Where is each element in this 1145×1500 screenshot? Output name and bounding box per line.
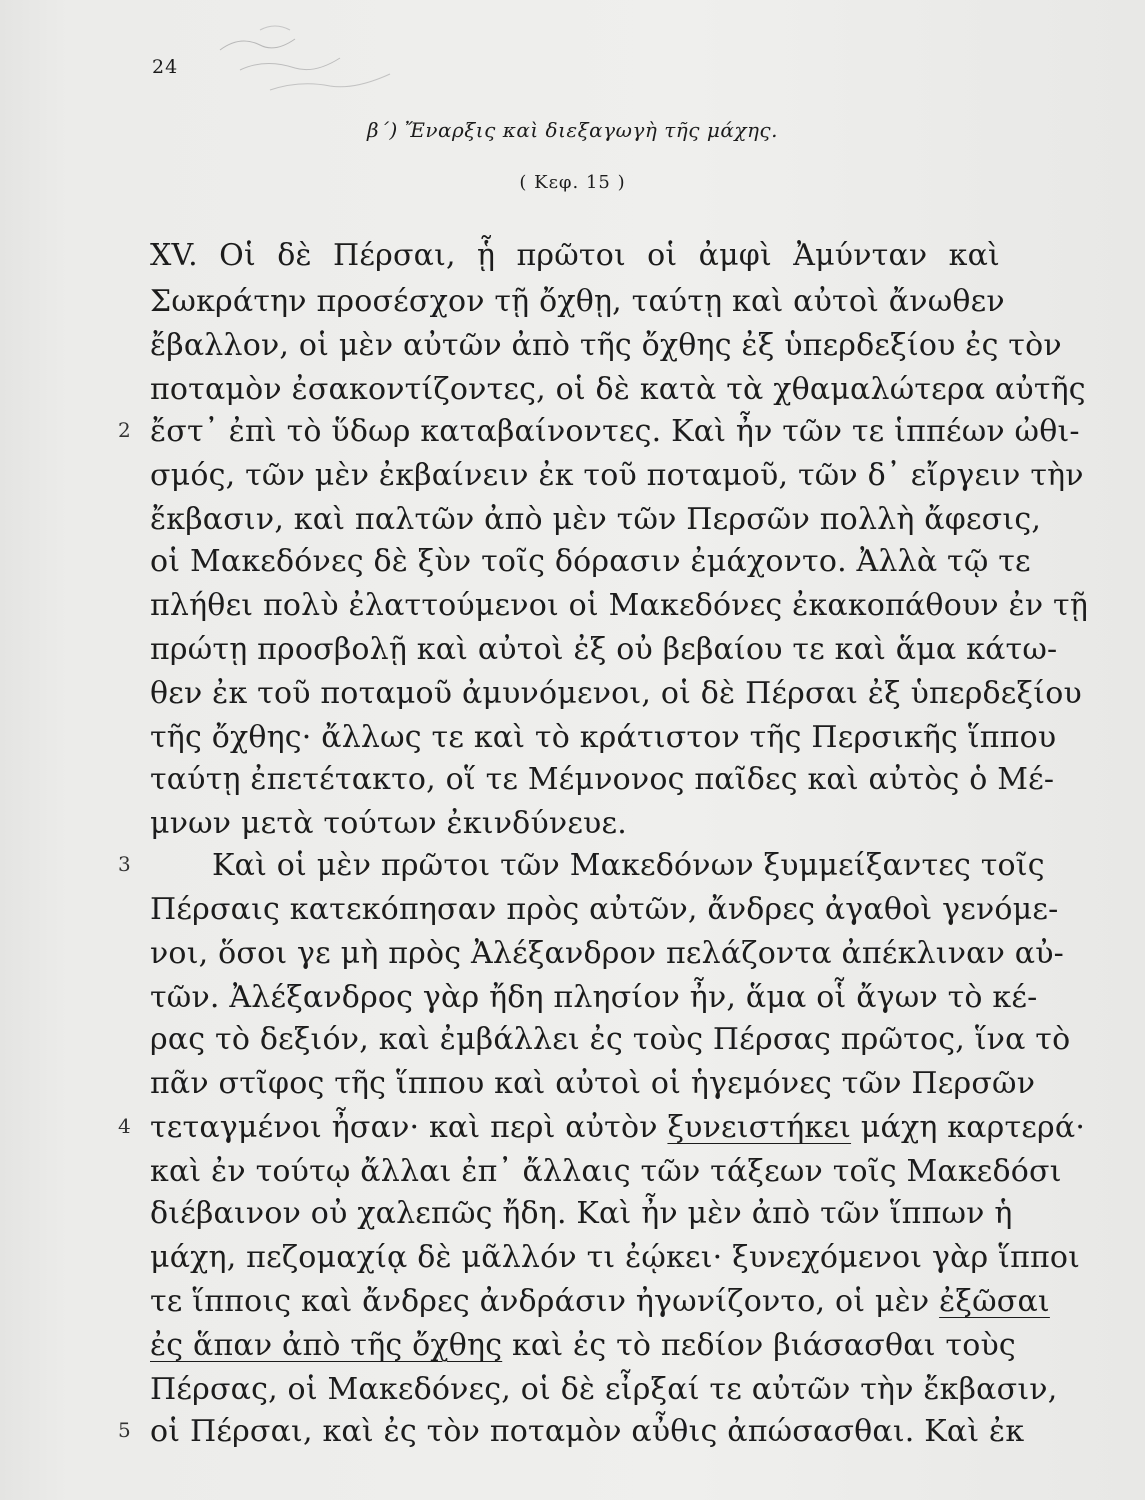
text-line-15: Καὶ οἱ μὲν πρῶτοι τῶν Μακεδόνων ξυμμείξαντες τοῖς (212, 848, 1045, 883)
text-line-10: πρώτῃ προσβολῇ καὶ αὐτοὶ ἐξ οὐ βεβαίου τε καὶ ἅμα κάτω- (150, 632, 1058, 667)
line-25-part-a: τε ἵπποις καὶ ἄνδρες ἀνδράσιν ἠγωνίζοντο, οἱ μὲν (150, 1284, 930, 1319)
page-number: 24 (152, 56, 179, 78)
chapter-reference: ( Κεφ. 15 ) (519, 172, 626, 193)
text-line-9: πλήθει πολὺ ἐλαττούμενοι οἱ Μακεδόνες ἐκακοπάθουν ἐν τῇ (150, 588, 1089, 623)
margin-number-3: 3 (118, 852, 131, 876)
text-line-2: Σωκράτην προσέσχον τῇ ὄχθῃ, ταύτῃ καὶ αὐτοὶ ἄνωθεν (150, 284, 1005, 319)
text-line-16: Πέρσαις κατεκόπησαν πρὸς αὐτῶν, ἄνδρες ἀγαθοὶ γενόμε- (150, 892, 1059, 927)
underlined-word-exosai: ἐξῶσαι (939, 1284, 1050, 1319)
pencil-annotation (200, 10, 440, 120)
text-line-23: διέβαινον οὐ χαλεπῶς ἤδη. Καὶ ἦν μὲν ἀπὸ τῶν ἵππων ἡ (150, 1196, 1013, 1231)
text-line-22: καὶ ἐν τούτῳ ἄλλαι ἐπ᾽ ἄλλαις τῶν τάξεων τοῖς Μακεδόσι (150, 1154, 1062, 1189)
margin-number-5: 5 (118, 1418, 131, 1442)
text-line-4: ποταμὸν ἐσακοντίζοντες, οἱ δὲ κατὰ τὰ χθαμαλώτερα αὐτῆς (150, 372, 1086, 407)
text-line-27: Πέρσας, οἱ Μακεδόνες, οἱ δὲ εἶρξαί τε αὐτῶν τὴν ἔκβασιν, (150, 1372, 1058, 1407)
underlined-word-xyneistekei: ξυνειστήκει (667, 1110, 852, 1145)
text-line-7: ἔκβασιν, καὶ παλτῶν ἀπὸ μὲν τῶν Περσῶν πολλὴ ἄφεσις, (150, 502, 1042, 537)
text-line-28: οἱ Πέρσαι, καὶ ἐς τὸν ποταμὸν αὖθις ἀπώσασθαι. Καὶ ἐκ (150, 1414, 1025, 1449)
text-line-24: μάχη, πεζομαχίᾳ δὲ μᾶλλόν τι ἐῴκει· ξυνεχόμενοι γὰρ ἵπποι (150, 1240, 1081, 1275)
section-title: β΄) Ἔναρξις καὶ διεξαγωγὴ τῆς μάχης. (366, 118, 778, 142)
text-line-18: τῶν. Ἀλέξανδρος γὰρ ἤδη πλησίον ἦν, ἅμα οἷ ἄγων τὸ κέ- (150, 980, 1038, 1015)
text-line-20: πᾶν στῖφος τῆς ἵππου καὶ αὐτοὶ οἱ ἡγεμόνες τῶν Περσῶν (150, 1066, 1036, 1101)
text-line-3: ἔβαλλον, οἱ μὲν αὐτῶν ἀπὸ τῆς ὄχθης ἐξ ὑπερδεξίου ἐς τὸν (150, 328, 1062, 363)
text-line-11: θεν ἐκ τοῦ ποταμοῦ ἀμυνόμενοι, οἱ δὲ Πέρσαι ἐξ ὑπερδεξίου (150, 676, 1082, 711)
line-26-part-b: καὶ ἐς τὸ πεδίον βιάσασθαι τοὺς (511, 1328, 1016, 1363)
text-line-25 (150, 1282, 1050, 1322)
text-line-14: μνων μετὰ τούτων ἐκινδύνευε. (150, 806, 627, 841)
text-line-21 (150, 1108, 1086, 1148)
line-21-part-a: τεταγμένοι ἦσαν· καὶ περὶ αὐτὸν (150, 1110, 658, 1145)
margin-number-2: 2 (118, 418, 131, 442)
text-line-6: σμός, τῶν μὲν ἐκβαίνειν ἐκ τοῦ ποταμοῦ, τῶν δ᾽ εἴργειν τὴν (150, 458, 1084, 493)
underlined-phrase: ἐς ἅπαν ἀπὸ τῆς ὄχθης (150, 1328, 503, 1363)
text-line-17: νοι, ὅσοι γε μὴ πρὸς Ἀλέξανδρον πελάζοντα ἀπέκλιναν αὐ- (150, 936, 1065, 971)
text-line-12: τῆς ὄχθης· ἄλλως τε καὶ τὸ κράτιστον τῆς Περσικῆς ἵππου (150, 720, 1057, 755)
line-21-part-b: μάχη καρτερά· (860, 1110, 1086, 1145)
text-line-13: ταύτῃ ἐπετέτακτο, οἵ τε Μέμνονος παῖδες καὶ αὐτὸς ὁ Μέ- (150, 762, 1055, 797)
text-line-26 (150, 1326, 1016, 1366)
margin-number-4: 4 (118, 1114, 131, 1138)
text-line-5: ἔστ᾽ ἐπὶ τὸ ὕδωρ καταβαίνοντες. Καὶ ἦν τῶν τε ἱππέων ὠθι- (150, 414, 1080, 449)
text-line-8: οἱ Μακεδόνες δὲ ξὺν τοῖς δόρασιν ἐμάχοντο. Ἀλλὰ τῷ τε (150, 544, 1031, 579)
text-line-19: ρας τὸ δεξιόν, καὶ ἐμβάλλει ἐς τοὺς Πέρσας πρῶτος, ἵνα τὸ (150, 1022, 1071, 1057)
text-line-1: XV. Οἱ δὲ Πέρσαι, ᾗ πρῶτοι οἱ ἀμφὶ Ἀμύνταν καὶ (150, 238, 1000, 273)
